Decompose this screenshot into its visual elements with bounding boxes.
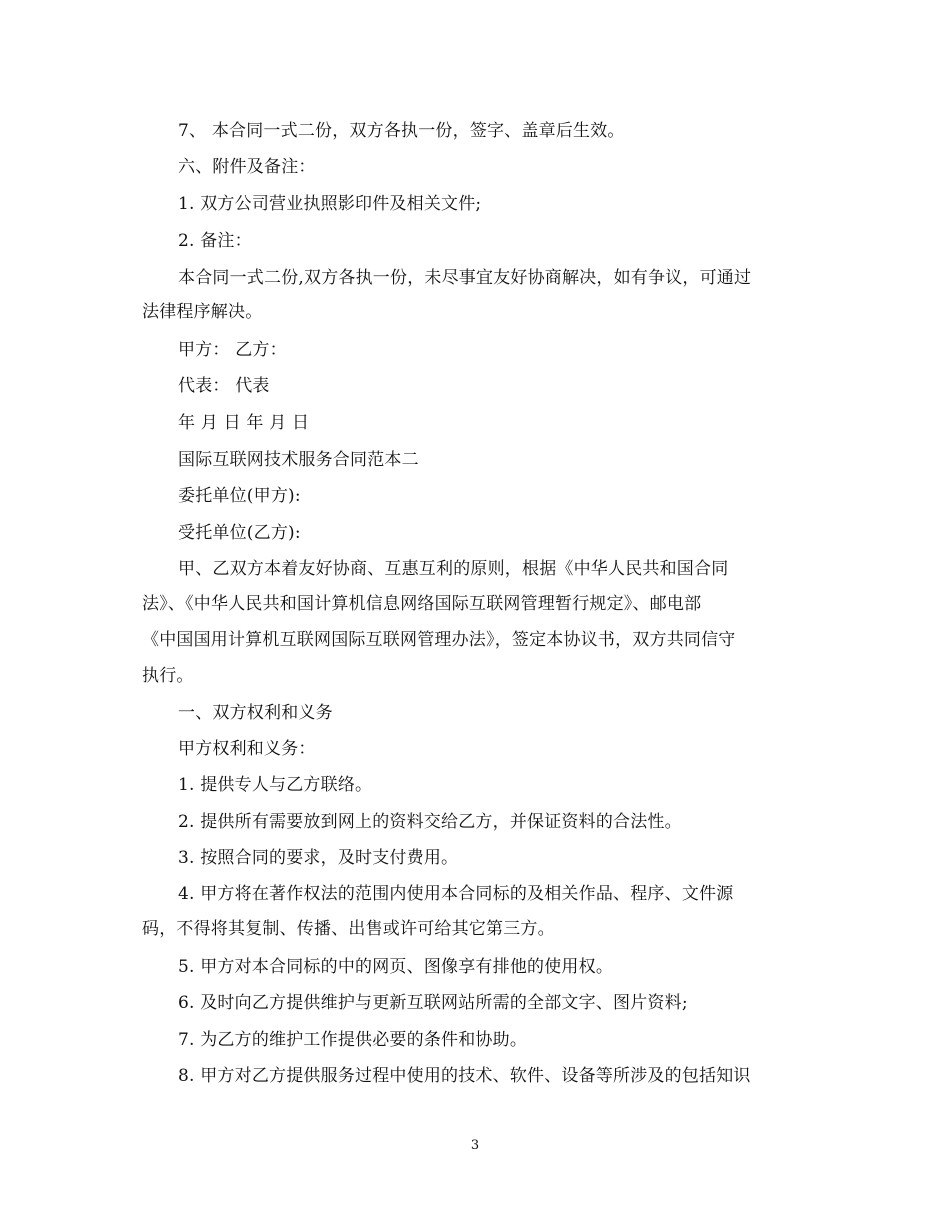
- page-number: 3: [470, 1138, 480, 1153]
- duty-item-3: 3. 按照合同的要求，及时支付费用。: [178, 848, 459, 868]
- party-a-duties-heading: 甲方权利和义务：: [178, 739, 316, 759]
- section-1-heading: 一、双方权利和义务: [178, 703, 333, 723]
- duty-item-8-line-1: 8. 甲方对乙方提供服务过程中使用的技术、软件、设备等所涉及的包括知识: [178, 1066, 751, 1086]
- preamble-line-1: 甲、乙双方本着友好协商、互惠互利的原则，根据《中华人民共和国合同: [178, 559, 729, 579]
- preamble-line-4: 执行。: [142, 666, 194, 686]
- representative-labels: 代表： 代表: [178, 376, 270, 396]
- duty-item-1: 1. 提供专人与乙方联络。: [178, 775, 373, 795]
- remarks-paragraph-line-2: 法律程序解决。: [142, 302, 263, 322]
- client-party-label: 委托单位(甲方):: [178, 486, 301, 506]
- attachment-item-1: 1. 双方公司营业执照影印件及相关文件;: [178, 194, 482, 214]
- duty-item-6: 6. 及时向乙方提供维护与更新互联网站所需的全部文字、图片资料;: [178, 993, 688, 1013]
- clause-7-effective: 7、 本合同一式二份，双方各执一份，签字、盖章后生效。: [178, 121, 625, 141]
- duty-item-4-line-1: 4. 甲方将在著作权法的范围内使用本合同标的及相关作品、程序、文件源: [178, 884, 734, 904]
- party-labels: 甲方： 乙方：: [178, 340, 287, 360]
- remarks-paragraph-line-1: 本合同一式二份,双方各执一份，未尽事宜友好协商解决，如有争议，可通过: [178, 268, 752, 288]
- duty-item-7: 7. 为乙方的维护工作提供必要的条件和协助。: [178, 1030, 528, 1050]
- section-6-heading: 六、附件及备注：: [178, 157, 316, 177]
- signature-dates: 年 月 日 年 月 日: [178, 413, 310, 433]
- duty-item-2: 2. 提供所有需要放到网上的资料交给乙方，并保证资料的合法性。: [178, 812, 682, 832]
- contract-title: 国际互联网技术服务合同范本二: [178, 450, 419, 470]
- duty-item-5: 5. 甲方对本合同标的中的网页、图像享有排他的使用权。: [178, 957, 614, 977]
- contractor-party-label: 受托单位(乙方):: [178, 523, 301, 543]
- duty-item-4-line-2: 码，不得将其复制、传播、出售或许可给其它第三方。: [142, 919, 555, 939]
- attachment-item-2: 2. 备注：: [178, 231, 252, 251]
- preamble-line-3: 《中国国用计算机互联网国际互联网管理办法》，签定本协议书，双方共同信守: [142, 630, 736, 650]
- preamble-line-2: 法》、《中华人民共和国计算机信息网络国际互联网管理暂行规定》、邮电部: [142, 594, 702, 614]
